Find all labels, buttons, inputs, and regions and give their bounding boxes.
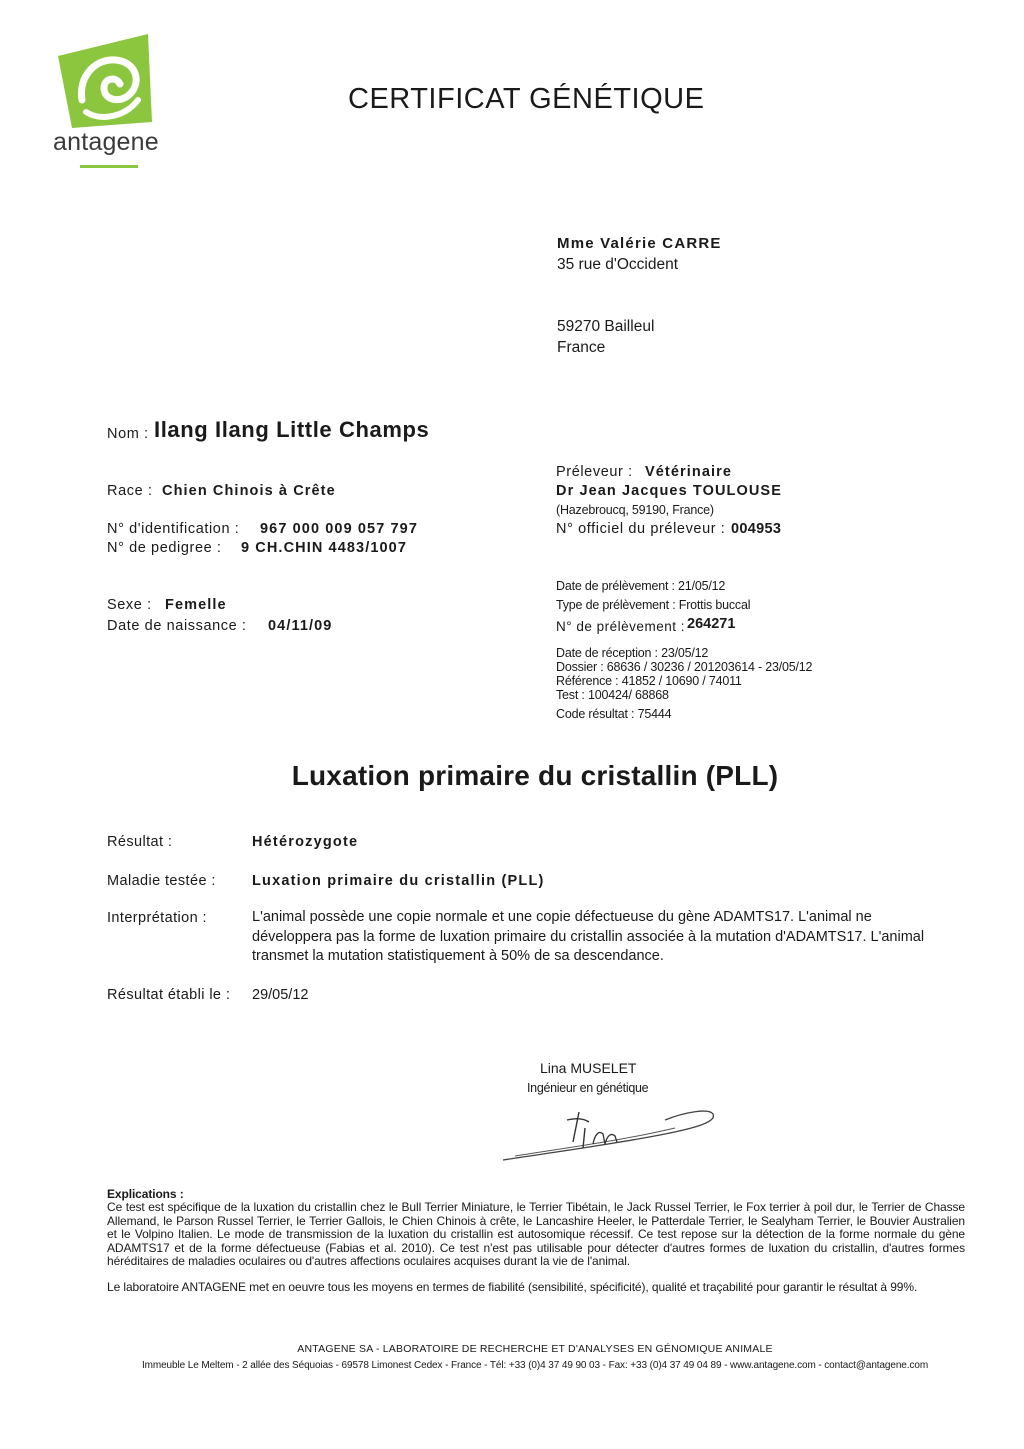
owner-city: 59270 Bailleul xyxy=(557,318,655,335)
test-number: Test : 100424/ 68868 xyxy=(556,688,669,702)
naissance-value: 04/11/09 xyxy=(268,618,333,634)
type-prelevement: Type de prélèvement : Frottis buccal xyxy=(556,598,751,612)
logo-underline xyxy=(80,165,138,168)
nom-label: Nom : xyxy=(107,426,149,442)
pedigree-label: N° de pedigree : xyxy=(107,540,222,556)
num-prelevement-value: 264271 xyxy=(687,616,736,632)
sexe-label: Sexe : xyxy=(107,597,152,613)
explications-paragraph-2: Le laboratoire ANTAGENE met en oeuvre tous les moyens en termes de fiabilité (sensibilité, spécificité), qualité et traçabilité pour garantir le résultat à 99%. xyxy=(107,1280,918,1295)
interpretation-label: Interprétation : xyxy=(107,910,207,926)
pedigree-value: 9 CH.CHIN 4483/1007 xyxy=(241,540,407,556)
page-title: CERTIFICAT GÉNÉTIQUE xyxy=(348,83,705,115)
signatory-role: Ingénieur en génétique xyxy=(527,1081,649,1095)
preleveur-officiel-label: N° officiel du préleveur : xyxy=(556,521,726,537)
etabli-value: 29/05/12 xyxy=(252,987,309,1003)
sexe-value: Femelle xyxy=(165,597,227,613)
code-resultat: Code résultat : 75444 xyxy=(556,707,672,721)
preleveur-location: (Hazebroucq, 59190, France) xyxy=(556,503,714,517)
preleveur-officiel-value: 004953 xyxy=(731,521,782,537)
footer-company: ANTAGENE SA - LABORATOIRE DE RECHERCHE ET D'ANALYSES EN GÉNOMIQUE ANIMALE xyxy=(297,1343,773,1355)
explications-paragraph-1: Ce test est spécifique de la luxation du cristallin chez le Bull Terrier Miniature, le Terrier Tibétain, le Jack Russel Terrier, le Fox terrier à poil dur, le Terrier de Chasse Allemand, le Parson Russel Terrier, le Terrier Gallois, le Chien Chinois à crête, le Lancashire Heeler, le Patterdale Terrier, le Sealyham Terrier, le Bouvier Australien et le Volpino Italien. Le mode de transmission de la luxation du cristallin est autosomique récessif. Ce test repose sur la détection de la forme normale du gène ADAMTS17 et de la forme défectueuse (Fabias et al. 2010). Ce test n'est pas utilisable pour détecter d'autres formes de luxation du cristallin, d'autres formes héréditaires de maladies oculaires ou d'autres affections oculaires acquises durant la vie de l'animal. xyxy=(107,1200,965,1269)
reference: Référence : 41852 / 10690 / 74011 xyxy=(556,674,742,688)
logo-wordmark: antagene xyxy=(53,128,159,156)
race-value: Chien Chinois à Crête xyxy=(162,483,336,499)
dossier: Dossier : 68636 / 30236 / 201203614 - 23/05/12 xyxy=(556,660,813,674)
explications-section xyxy=(107,1188,965,1295)
owner-name: Mme Valérie CARRE xyxy=(557,235,722,252)
resultat-value: Hétérozygote xyxy=(252,834,359,850)
owner-street: 35 rue d'Occident xyxy=(557,256,679,273)
interpretation-value: L'animal possède une copie normale et une copie défectueuse du gène ADAMTS17. L'animal ne développera pas la forme de luxation primaire du cristallin associée à la mutation d'ADAMTS17. L'animal transmet la mutation statistiquement à 50% de sa descendance. xyxy=(252,909,925,964)
race-label: Race : xyxy=(107,483,153,499)
resultat-label: Résultat : xyxy=(107,834,173,850)
maladie-value: Luxation primaire du cristallin (PLL) xyxy=(252,873,545,889)
date-prelevement: Date de prélèvement : 21/05/12 xyxy=(556,579,726,593)
identification-value: 967 000 009 057 797 xyxy=(260,521,418,537)
maladie-label: Maladie testée : xyxy=(107,873,216,889)
preleveur-label: Préleveur : xyxy=(556,464,633,480)
test-heading: Luxation primaire du cristallin (PLL) xyxy=(291,760,779,791)
signatory-name: Lina MUSELET xyxy=(540,1060,637,1076)
footer-address: Immeuble Le Meltem - 2 allée des Séquoias - 69578 Limonest Cedex - France - Tél: +33 (0)4 37 49 90 03 - Fax: +33 (0)4 37 49 04 89 - www.antagene.com - contact@antagene.com xyxy=(141,1360,929,1371)
owner-country: France xyxy=(557,339,606,356)
handwritten-signature-icon xyxy=(495,1098,720,1168)
preleveur-type: Vétérinaire xyxy=(645,464,733,480)
explications-heading: Explications : xyxy=(107,1187,184,1201)
date-reception: Date de réception : 23/05/12 xyxy=(556,646,709,660)
etabli-label: Résultat établi le : xyxy=(107,987,231,1003)
num-prelevement-label: N° de prélèvement : xyxy=(556,619,685,634)
naissance-label: Date de naissance : xyxy=(107,618,247,634)
identification-label: N° d'identification : xyxy=(107,521,240,537)
nom-value: Ilang Ilang Little Champs xyxy=(154,417,430,442)
preleveur-name: Dr Jean Jacques TOULOUSE xyxy=(556,483,782,499)
